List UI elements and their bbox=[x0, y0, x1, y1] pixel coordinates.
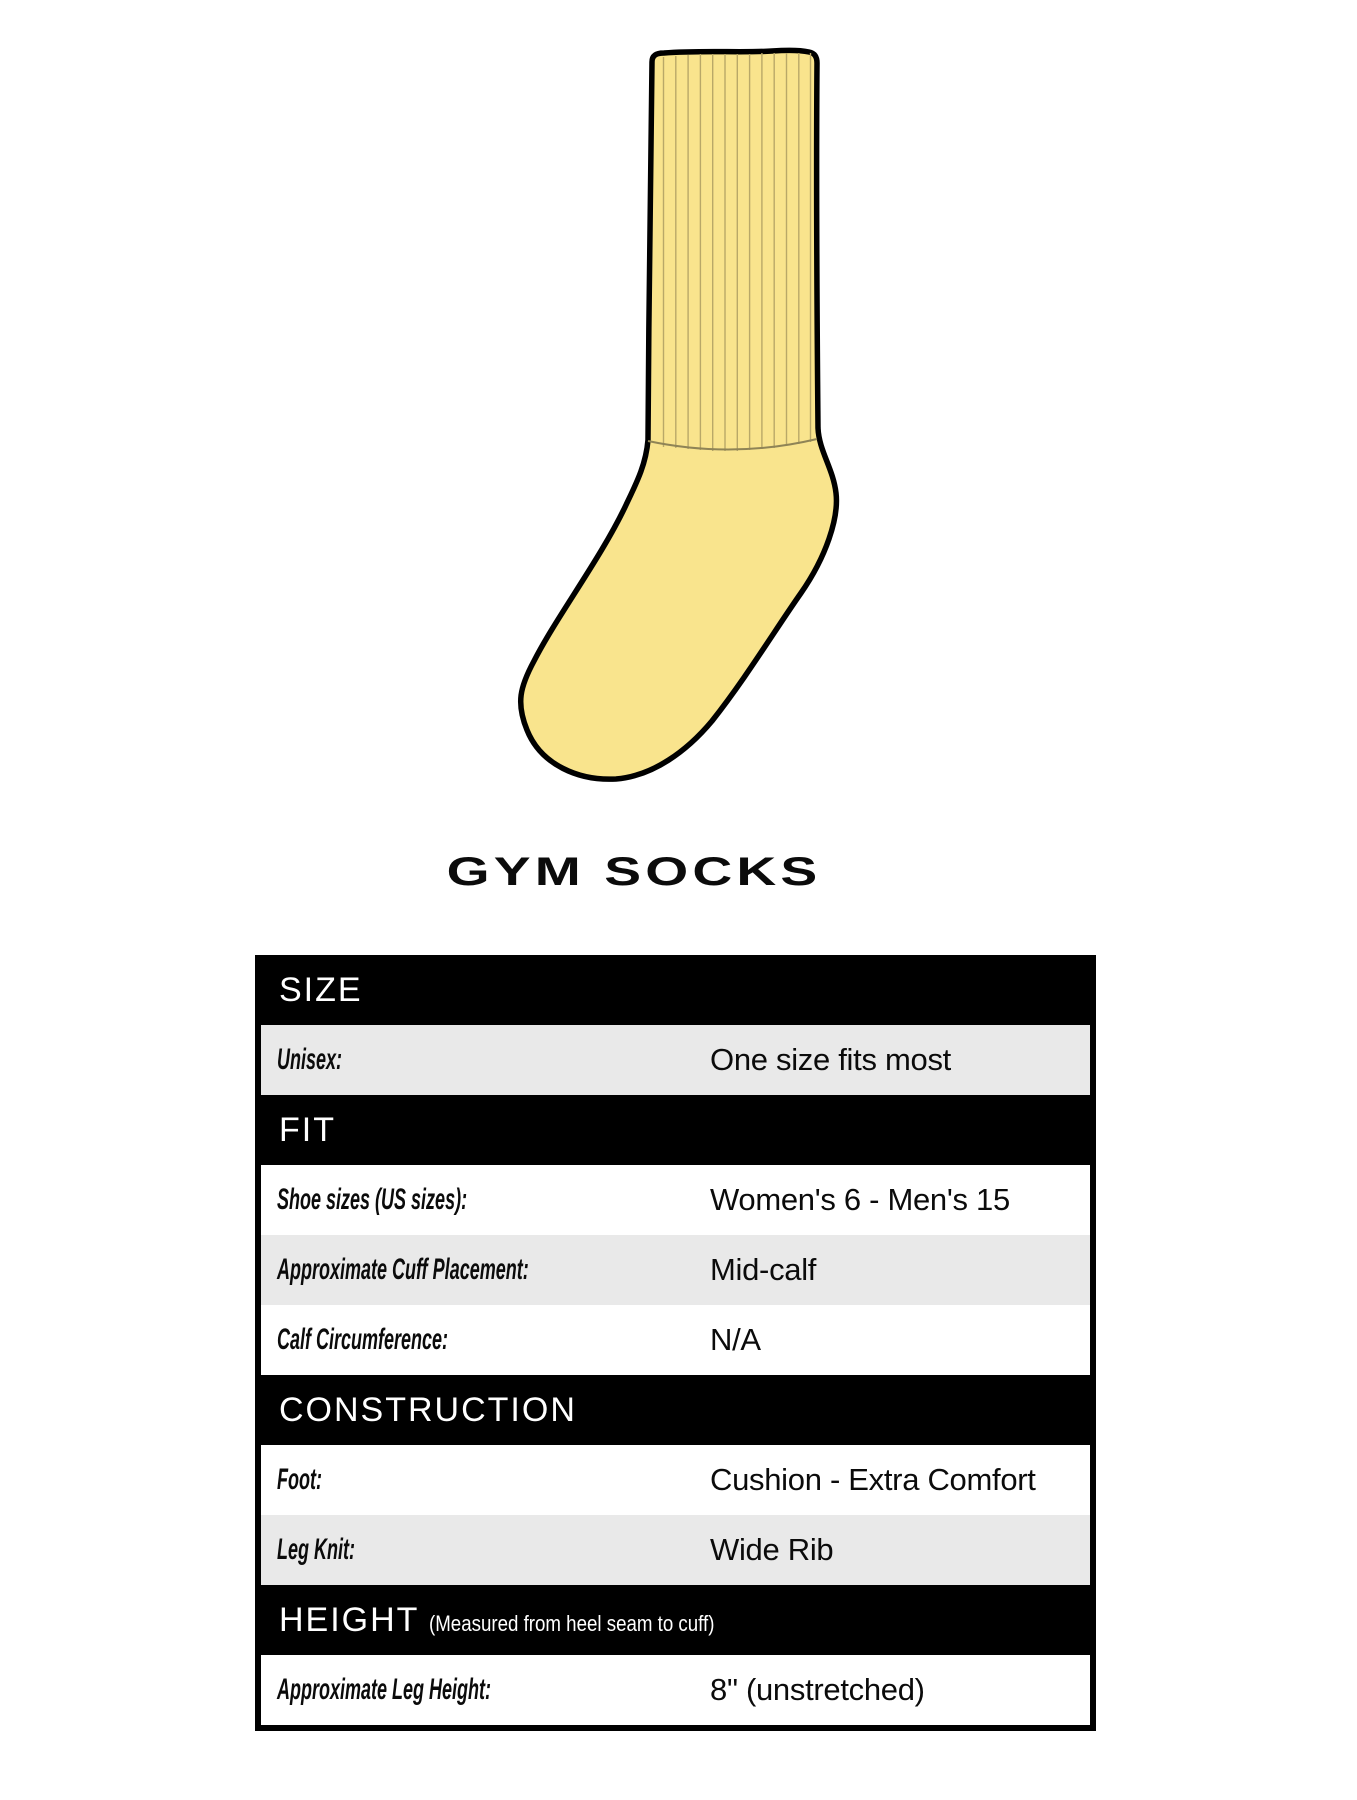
sock-illustration bbox=[492, 34, 868, 796]
sock-body-shape bbox=[521, 50, 837, 779]
section-header-fit bbox=[261, 1095, 1090, 1165]
section-title: HEIGHT bbox=[279, 1601, 420, 1639]
section-title: CONSTRUCTION bbox=[279, 1391, 577, 1429]
row-label: Approximate Leg Height: bbox=[277, 1673, 492, 1706]
spec-row-leg-height bbox=[261, 1655, 1090, 1725]
section-header-height bbox=[261, 1585, 1090, 1655]
row-label: Leg Knit: bbox=[277, 1533, 355, 1566]
row-label: Foot: bbox=[277, 1463, 322, 1496]
row-value: Cushion - Extra Comfort bbox=[710, 1462, 1036, 1497]
section-title: SIZE bbox=[279, 971, 363, 1009]
row-value: One size fits most bbox=[710, 1042, 951, 1077]
row-value: Women's 6 - Men's 15 bbox=[710, 1182, 1010, 1217]
spec-row-cuff-placement bbox=[261, 1235, 1090, 1305]
row-label: Calf Circumference: bbox=[277, 1323, 449, 1356]
spec-row-shoe-sizes bbox=[261, 1165, 1090, 1235]
section-title: FIT bbox=[279, 1111, 336, 1149]
row-value: Mid-calf bbox=[710, 1252, 817, 1287]
row-value: 8" (unstretched) bbox=[710, 1672, 925, 1707]
product-title: GYM SOCKS bbox=[446, 850, 822, 894]
section-note: (Measured from heel seam to cuff) bbox=[429, 1611, 715, 1636]
spec-row-foot bbox=[261, 1445, 1090, 1515]
row-label: Approximate Cuff Placement: bbox=[277, 1253, 529, 1286]
row-value: Wide Rib bbox=[710, 1532, 834, 1567]
spec-row-calf-circumference bbox=[261, 1305, 1090, 1375]
row-label: Shoe sizes (US sizes): bbox=[277, 1183, 468, 1216]
section-header-size bbox=[261, 955, 1090, 1025]
spec-table bbox=[255, 955, 1096, 1731]
row-label: Unisex: bbox=[277, 1043, 343, 1076]
spec-row-leg-knit bbox=[261, 1515, 1090, 1585]
row-value: N/A bbox=[710, 1322, 761, 1357]
spec-row-unisex bbox=[261, 1025, 1090, 1095]
section-header-construction bbox=[261, 1375, 1090, 1445]
